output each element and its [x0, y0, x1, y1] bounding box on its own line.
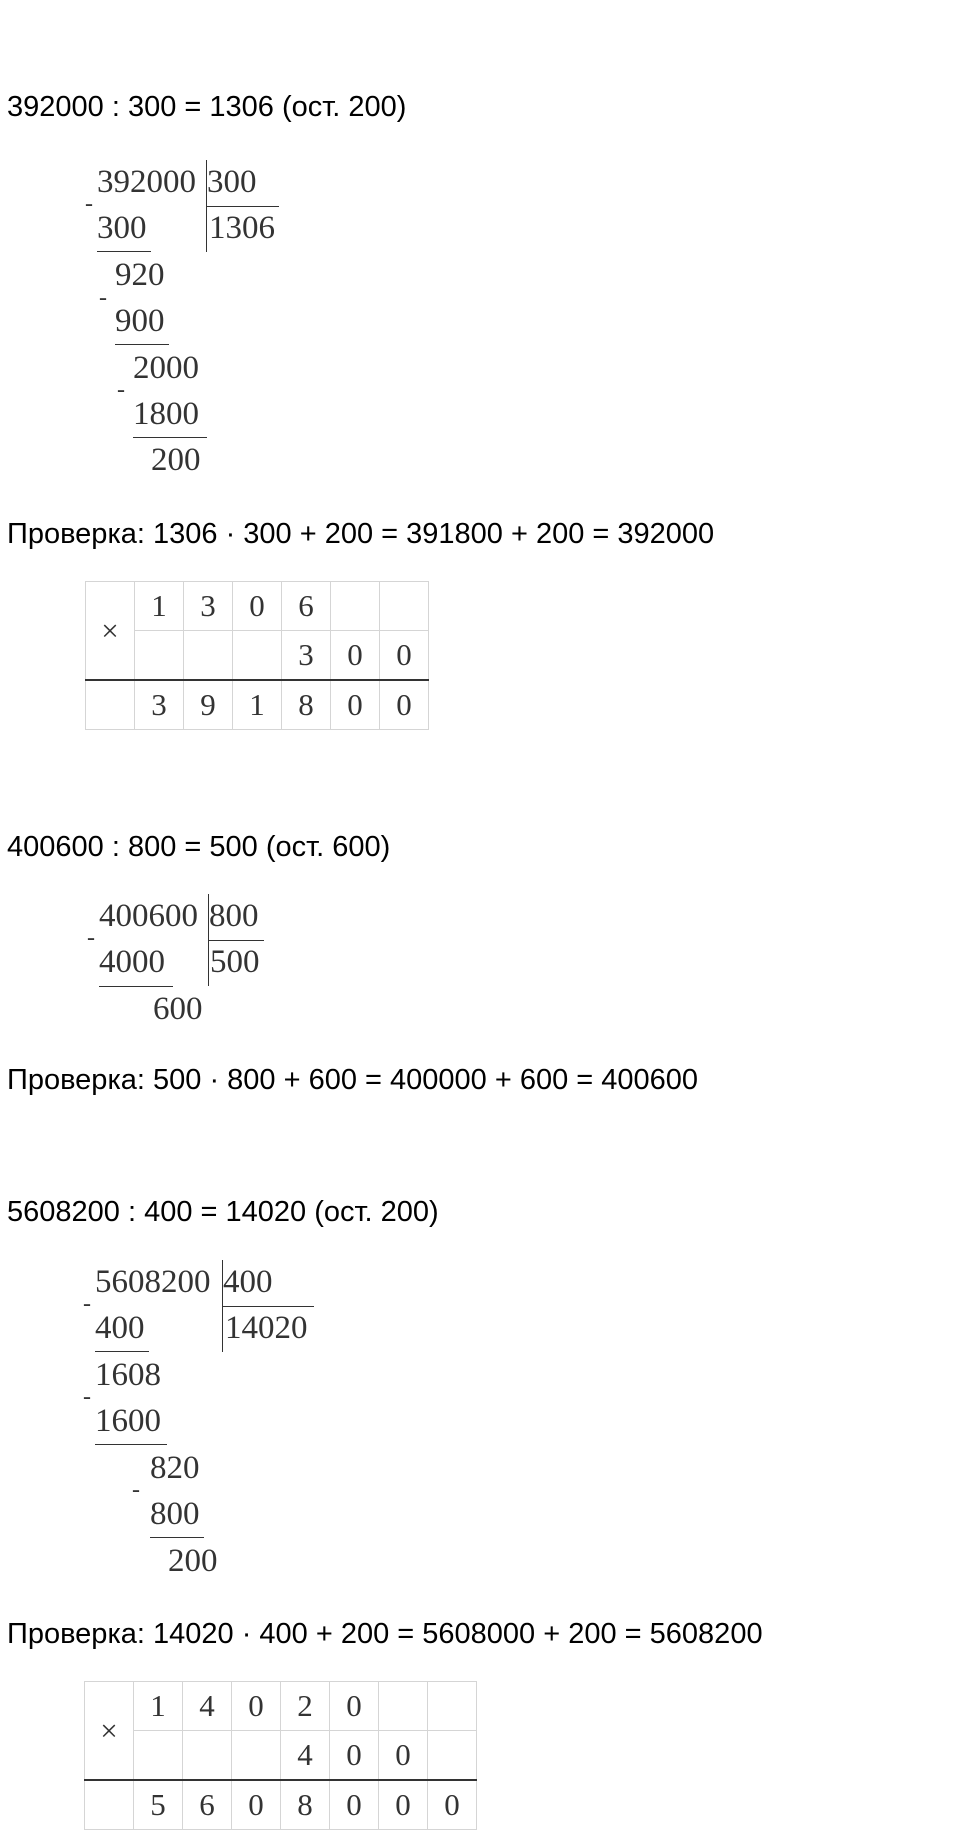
- check-3: Проверка: 14020 · 400 + 200 = 5608000 + 200 = 5608200: [7, 1618, 763, 1650]
- dividend: 400600: [99, 898, 198, 934]
- multiplication-table-2: [84, 1681, 477, 1830]
- digit-cell: 0: [331, 631, 380, 681]
- empty-cell: [85, 1780, 134, 1830]
- final-remainder: 200: [151, 442, 201, 478]
- result-cell: 0: [379, 1780, 428, 1830]
- subtraction-line: [95, 1351, 149, 1352]
- digit-cell: 0: [330, 1682, 379, 1731]
- subtraction-line: [95, 1444, 167, 1445]
- equation-3: 5608200 : 400 = 14020 (ост. 200): [7, 1196, 439, 1228]
- minus-sign: -: [85, 191, 93, 217]
- equation-1: 392000 : 300 = 1306 (ост. 200): [7, 91, 407, 123]
- digit-cell: [134, 1731, 183, 1781]
- minus-sign: -: [87, 925, 95, 951]
- digit-cell: 3: [282, 631, 331, 681]
- subtrahend: 800: [150, 1496, 200, 1532]
- subtrahend: 400: [95, 1310, 145, 1346]
- subtraction-line: [97, 251, 151, 252]
- digit-cell: [379, 1682, 428, 1731]
- subtrahend: 1600: [95, 1403, 161, 1439]
- remainder: 2000: [133, 350, 199, 386]
- multiply-sign: ×: [85, 1682, 134, 1781]
- digit-cell: 2: [281, 1682, 330, 1731]
- quotient-line: [208, 940, 264, 941]
- divisor: 800: [209, 898, 259, 934]
- digit-cell: [183, 1731, 232, 1781]
- result-cell: 5: [134, 1780, 183, 1830]
- dividend: 392000: [97, 164, 196, 200]
- result-cell: 1: [233, 680, 282, 730]
- quotient-line: [206, 206, 279, 207]
- digit-cell: 6: [282, 582, 331, 631]
- digit-cell: 0: [232, 1682, 281, 1731]
- dividend: 5608200: [95, 1264, 211, 1300]
- digit-cell: [428, 1731, 477, 1781]
- digit-cell: 0: [380, 631, 429, 681]
- divisor: 400: [223, 1264, 273, 1300]
- minus-sign: -: [83, 1384, 91, 1410]
- subtrahend: 900: [115, 303, 165, 339]
- digit-cell: 3: [184, 582, 233, 631]
- subtraction-line: [99, 986, 173, 987]
- digit-cell: 0: [330, 1731, 379, 1781]
- result-cell: 8: [281, 1780, 330, 1830]
- digit-cell: [232, 1731, 281, 1781]
- subtrahend: 1800: [133, 396, 199, 432]
- digit-cell: 4: [183, 1682, 232, 1731]
- minus-sign: -: [83, 1291, 91, 1317]
- digit-cell: 0: [379, 1731, 428, 1781]
- result-cell: 9: [184, 680, 233, 730]
- quotient-line: [222, 1306, 314, 1307]
- quotient: 500: [210, 944, 260, 980]
- digit-cell: [331, 582, 380, 631]
- subtraction-line: [133, 437, 207, 438]
- quotient: 1306: [209, 210, 275, 246]
- digit-cell: 1: [135, 582, 184, 631]
- result-cell: 6: [183, 1780, 232, 1830]
- multiplication-table-1: [85, 581, 429, 730]
- subtrahend: 300: [97, 210, 147, 246]
- divisor: 300: [207, 164, 257, 200]
- check-2: Проверка: 500 · 800 + 600 = 400000 + 600 = 400600: [7, 1064, 699, 1096]
- result-cell: 8: [282, 680, 331, 730]
- subtraction-line: [150, 1537, 204, 1538]
- minus-sign: -: [117, 377, 125, 403]
- result-cell: 0: [331, 680, 380, 730]
- quotient: 14020: [225, 1310, 308, 1346]
- check-1: Проверка: 1306 · 300 + 200 = 391800 + 200 = 392000: [7, 518, 715, 550]
- digit-cell: 4: [281, 1731, 330, 1781]
- multiply-sign: ×: [86, 582, 135, 681]
- digit-cell: [428, 1682, 477, 1731]
- remainder: 820: [150, 1450, 200, 1486]
- digit-cell: 0: [233, 582, 282, 631]
- digit-cell: [380, 582, 429, 631]
- remainder: 920: [115, 257, 165, 293]
- minus-sign: -: [132, 1477, 140, 1503]
- result-cell: 0: [380, 680, 429, 730]
- digit-cell: 1: [134, 1682, 183, 1731]
- result-cell: 0: [232, 1780, 281, 1830]
- subtraction-line: [115, 344, 169, 345]
- final-remainder: 200: [168, 1543, 218, 1579]
- result-cell: 0: [428, 1780, 477, 1830]
- result-cell: 0: [330, 1780, 379, 1830]
- remainder: 1608: [95, 1357, 161, 1393]
- result-cell: 3: [135, 680, 184, 730]
- digit-cell: [233, 631, 282, 681]
- minus-sign: -: [99, 285, 107, 311]
- subtrahend: 4000: [99, 944, 165, 980]
- digit-cell: [135, 631, 184, 681]
- final-remainder: 600: [153, 991, 203, 1027]
- empty-cell: [86, 680, 135, 730]
- digit-cell: [184, 631, 233, 681]
- equation-2: 400600 : 800 = 500 (ост. 600): [7, 831, 391, 863]
